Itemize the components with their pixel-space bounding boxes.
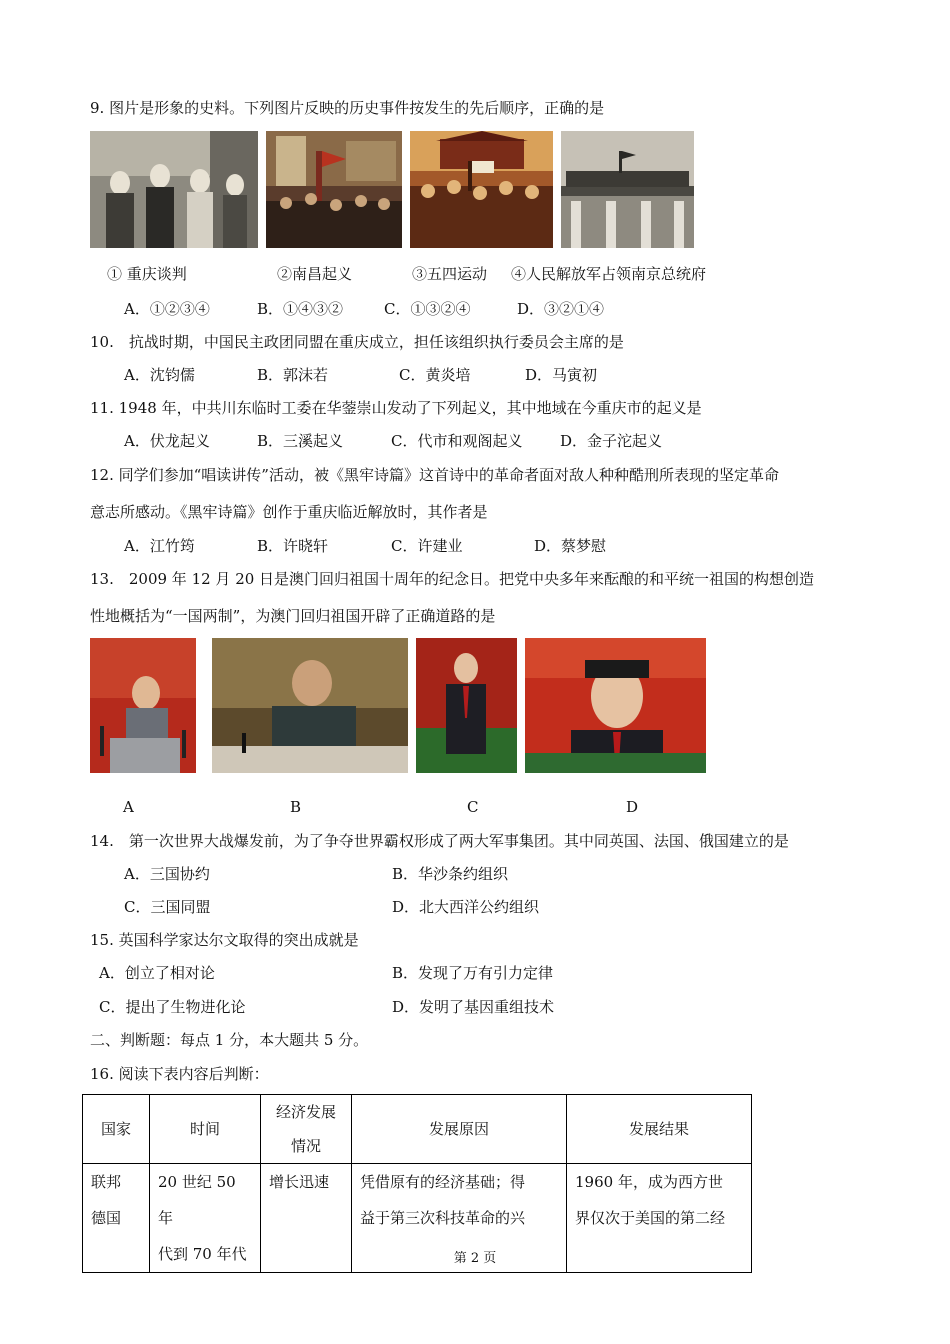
q10-option-d: D．马寅初 <box>525 366 598 384</box>
q9-caption-1: ① 重庆谈判 <box>107 265 187 283</box>
q11-option-d: D．金子沱起义 <box>560 432 663 450</box>
q9-option-b: B．①④③② <box>257 300 344 318</box>
photo-nanchang-uprising <box>266 131 402 248</box>
photo-option-c-leader <box>416 638 517 773</box>
photo-option-a-leader <box>90 638 196 773</box>
q14-stem: 14. 第一次世界大战爆发前，为了争夺世界霸权形成了两大军事集团。其中同英国、法国、俄国建立的是 <box>90 832 789 850</box>
q9-option-a: A．①②③④ <box>124 300 210 318</box>
q11-option-c: C．代市和观阁起义 <box>391 432 523 450</box>
q13-stem-line2: 性地概括为“一国两制”，为澳门回归祖国开辟了正确道路的是 <box>90 607 496 625</box>
q13-label-a: A <box>123 798 134 816</box>
header-time: 时间 <box>150 1095 261 1164</box>
q15-stem: 15. 英国科学家达尔文取得的突出成就是 <box>90 931 359 949</box>
q11-option-b: B．三溪起义 <box>257 432 344 450</box>
q9-option-d: D．③②①④ <box>517 300 605 318</box>
table-header-row <box>83 1095 752 1164</box>
photo-chongqing-negotiation <box>90 131 258 248</box>
q11-stem: 11. 1948 年，中共川东临时工委在华蓥崇山发动了下列起义，其中地域在今重庆市的起义是 <box>90 399 702 417</box>
section-heading: 二、判断题：每点 1 分，本大题共 5 分。 <box>90 1031 369 1049</box>
header-reason: 发展原因 <box>352 1095 567 1164</box>
q15-option-a: A．创立了相对论 <box>99 964 215 982</box>
q12-option-a: A．江竹筠 <box>124 537 195 555</box>
q13-label-c: C <box>467 798 479 816</box>
q9-caption-4: ④人民解放军占领南京总统府 <box>511 265 707 283</box>
q13-label-b: B <box>290 798 302 816</box>
q14-option-a: A．三国协约 <box>124 865 210 883</box>
cell-result: 1960 年，成为西方世 界仅次于美国的第二经 <box>567 1164 752 1273</box>
cell-reason: 凭借原有的经济基础；得 益于第三次科技革命的兴 <box>352 1164 567 1273</box>
q12-option-b: B．许晓轩 <box>257 537 329 555</box>
photo-option-b-leader <box>212 638 408 773</box>
cell-situation: 增长迅速 <box>261 1164 352 1273</box>
header-country: 国家 <box>83 1095 150 1164</box>
q10-option-b: B．郭沫若 <box>257 366 329 384</box>
q13-stem-line1: 13. 2009 年 12 月 20 日是澳门回归祖国十周年的纪念日。把党中央多年来酝酿的和平统一祖国的构想创造 <box>90 570 815 588</box>
q10-option-a: A．沈钧儒 <box>124 366 195 384</box>
photo-may-fourth-movement <box>410 131 553 248</box>
q14-option-d: D．北大西洋公约组织 <box>392 898 540 916</box>
q16-stem: 16. 阅读下表内容后判断： <box>90 1065 269 1083</box>
photo-option-d-leader <box>525 638 706 773</box>
cell-time: 20 世纪 50 年 代到 70 年代 <box>150 1164 261 1273</box>
q10-option-c: C．黄炎培 <box>399 366 471 384</box>
q15-option-d: D．发明了基因重组技术 <box>392 998 555 1016</box>
q9-option-c: C．①③②④ <box>384 300 471 318</box>
q9-caption-3: ③五四运动 <box>412 265 488 283</box>
q15-option-b: B．发现了万有引力定律 <box>392 964 554 982</box>
q10-stem: 10. 抗战时期，中国民主政团同盟在重庆成立，担任该组织执行委员会主席的是 <box>90 333 624 351</box>
q9-caption-2: ②南昌起义 <box>277 265 353 283</box>
q15-option-c: C．提出了生物进化论 <box>99 998 246 1016</box>
header-result: 发展结果 <box>567 1095 752 1164</box>
q11-option-a: A．伏龙起义 <box>124 432 210 450</box>
q12-stem-line2: 意志所感动。《黑牢诗篇》创作于重庆临近解放时，其作者是 <box>90 503 488 521</box>
q9-stem: 9. 图片是形象的史料。下列图片反映的历史事件按发生的先后顺序，正确的是 <box>90 99 605 117</box>
q14-option-b: B．华沙条约组织 <box>392 865 509 883</box>
photo-pla-occupies-nanjing-presidential-palace <box>561 131 694 248</box>
q12-stem-line1: 12. 同学们参加“唱读讲传”活动，被《黑牢诗篇》这首诗中的革命者面对敌人种种酷刑所表现的坚定革命 <box>90 466 779 484</box>
q12-option-c: C．许建业 <box>391 537 463 555</box>
page-number: 第 2 页 <box>453 1251 497 1266</box>
q14-option-c: C．三国同盟 <box>124 898 211 916</box>
q13-label-d: D <box>626 798 639 816</box>
header-situation: 经济发展 情况 <box>261 1095 352 1164</box>
q12-option-d: D．蔡梦慰 <box>534 537 607 555</box>
cell-country: 联邦 德国 <box>83 1164 150 1273</box>
